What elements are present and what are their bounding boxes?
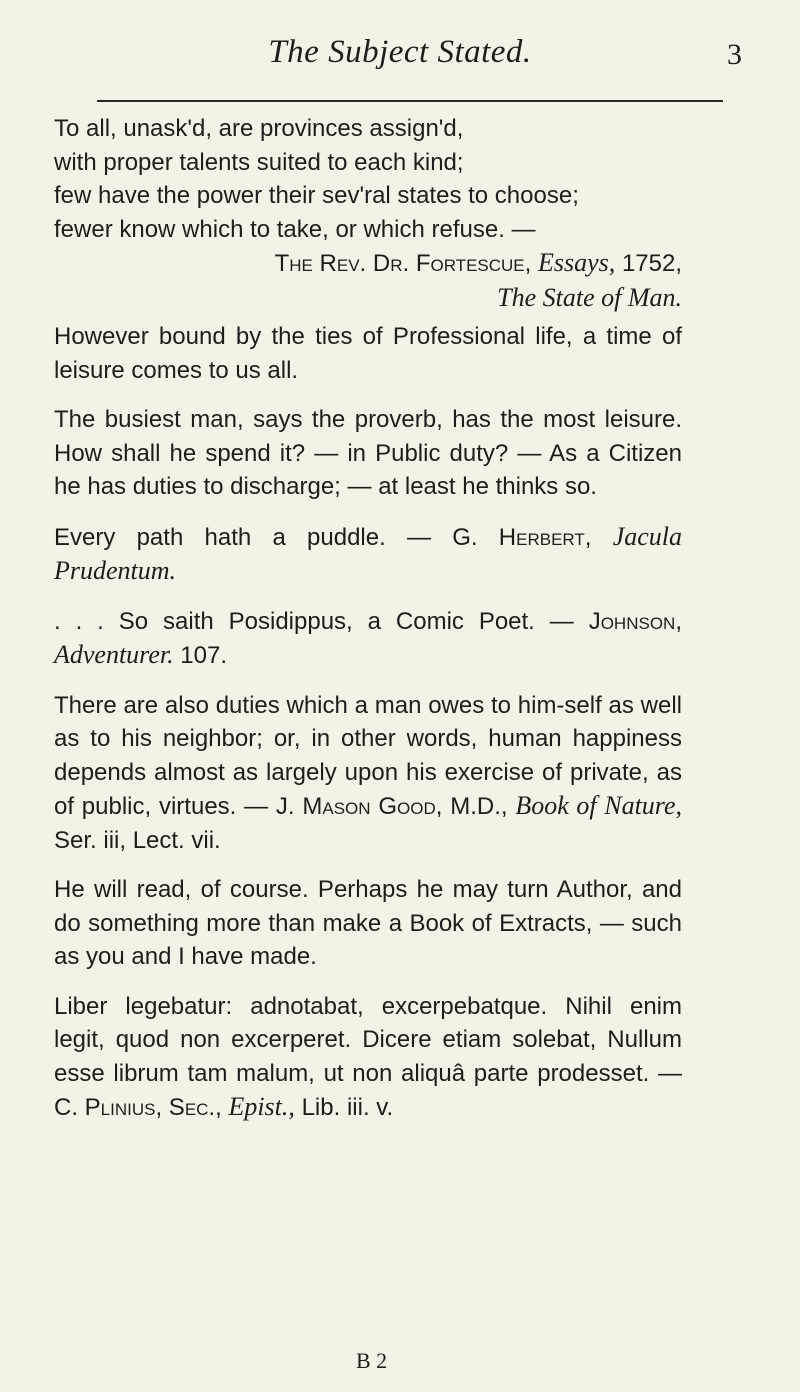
quotation-reference: Lib. iii. v.	[301, 1094, 394, 1121]
verse-line: To all, unask'd, are provinces assign'd,	[54, 115, 464, 142]
attribution-author: The Rev. Dr. Fortescue,	[274, 250, 532, 277]
quotation-author: Mason Good,	[302, 793, 443, 820]
quotation-text: . . . So saith Posidippus, a Comic Poet. —	[54, 607, 574, 635]
quotation-reference: Ser. iii, Lect. vii.	[54, 826, 221, 854]
quotation-work: Adventurer.	[54, 640, 174, 669]
verse-quote	[54, 112, 682, 314]
body-text	[54, 112, 682, 1141]
attribution-work: Essays,	[537, 248, 616, 277]
quotation	[54, 689, 682, 858]
verse-attribution	[54, 246, 682, 281]
running-title: The Subject Stated.	[268, 34, 532, 70]
quotation	[54, 520, 682, 589]
quotation-work: Jacula Prudentum.	[54, 521, 682, 585]
quotation-text: Every path hath a puddle. — G.	[54, 523, 499, 551]
page-header	[0, 34, 800, 84]
quotation-text: There are also duties which a man owes to him-self as well as to his neighbor; or, in other words, human happiness depends almost as largely upon his exercise of private, as of public, virtues. — J.	[54, 691, 682, 820]
quotation-work: Book of Nature,	[515, 791, 682, 820]
quotation-number: 107.	[180, 642, 228, 669]
quotation-author: Plinius, Sec.,	[84, 1094, 222, 1121]
paragraph: However bound by the ties of Professional life, a time of leisure comes to us all.	[54, 323, 682, 384]
verse-line: with proper talents suited to each kind;	[54, 148, 464, 176]
quotation-degree: M.D.,	[450, 793, 508, 820]
quotation-author: Herbert,	[498, 523, 592, 551]
verse-line: fewer know which to take, or which refuse. —	[54, 215, 536, 243]
page-number: 3	[727, 38, 742, 71]
attribution-year: 1752,	[621, 250, 682, 277]
verse-line: few have the power their sev'ral states to choose;	[54, 182, 579, 209]
paragraph: He will read, of course. Perhaps he may turn Author, and do something more than make a Book of Extracts, — such as you and I have made.	[54, 876, 682, 970]
quotation	[54, 605, 682, 673]
attribution-title: The State of Man.	[497, 282, 682, 312]
paragraph: The busiest man, says the proverb, has the most leisure. How shall he spend it? — in Public duty? — As a Citizen he has duties to discharge; — at least he thinks so.	[54, 406, 682, 500]
quotation-text: Liber legebatur: adnotabat, excerpebatque. Nihil enim legit, quod non excerperet. Dicere etiam solebat, Nullum esse librum tam malum, ut non aliquâ parte prodesset. — C.	[54, 992, 682, 1121]
signature-mark: B 2	[356, 1348, 388, 1373]
quotation	[54, 990, 682, 1125]
quotation-work: Epist.,	[228, 1092, 295, 1121]
header-rule	[97, 100, 723, 102]
quotation-author: Johnson,	[588, 607, 682, 635]
